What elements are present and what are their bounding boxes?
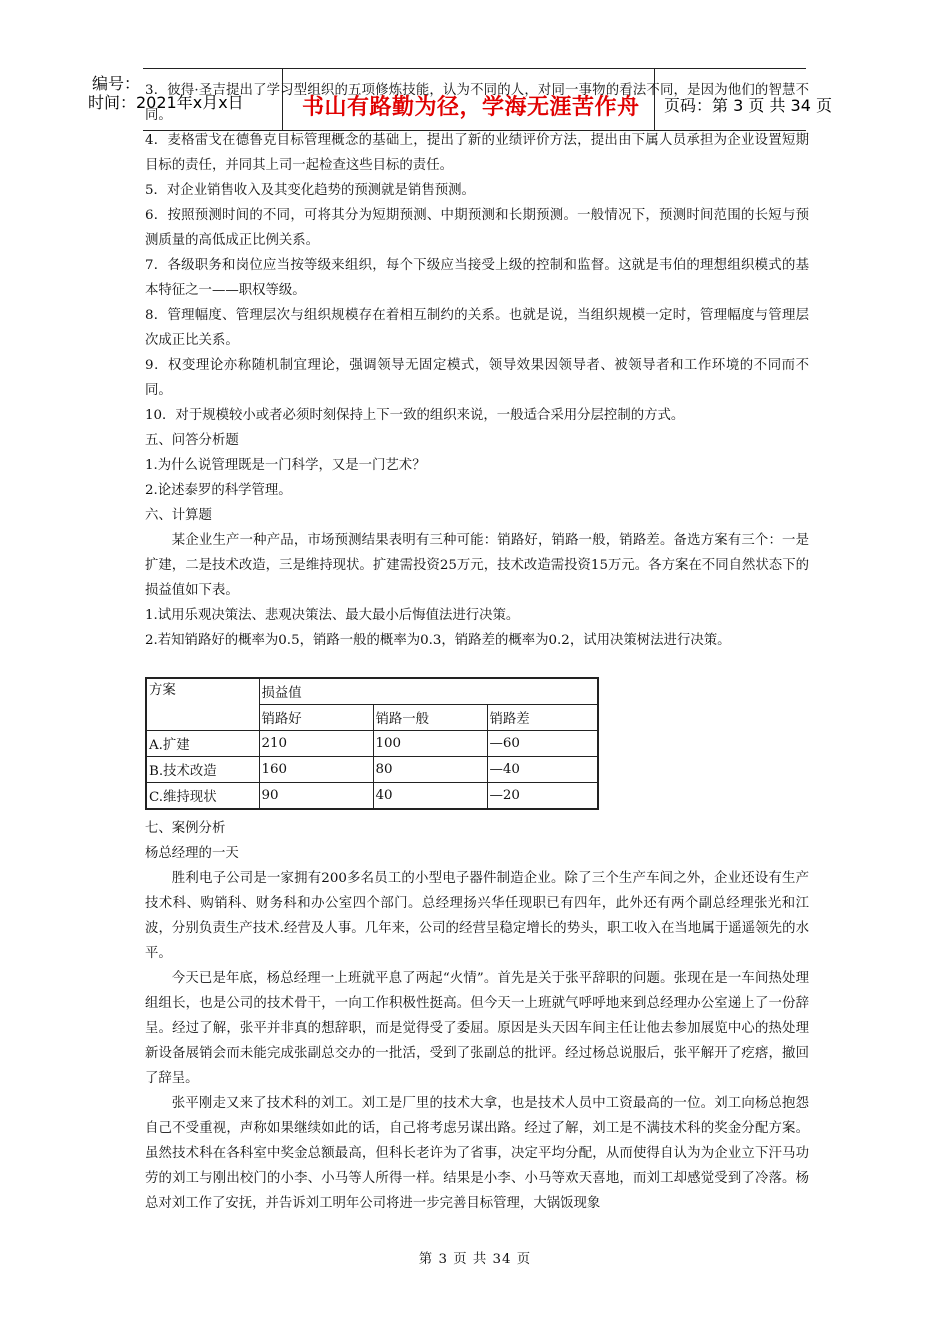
table-cell: —40	[487, 757, 598, 783]
table-cell: 90	[259, 783, 373, 810]
table-header-value: 损益值	[259, 678, 598, 705]
section-title-7: 七、案例分析	[145, 821, 226, 836]
case-paragraph-2: 今天已是年底，杨总经理一上班就平息了两起“火情”。首先是关于张平辞职的问题。张现在是一车间热处理组组长，也是公司的技术骨干，一向工作积极性挺高。但今天一上班就气呼呼地来到总经理办公室递上了一份辞呈。经过了解，张平并非真的想辞职，而是觉得受了委屈。原因是头天因车间主任让他去参加展览中心的热处理新设备展销会而未能完成张副总交办的一批活，受到了张副总的批评。经过杨总说服后，张平解开了疙瘩，撤回了辞呈。	[145, 971, 809, 1086]
doc-time-label: 时间：2021年x月x日	[88, 93, 244, 112]
tf-item-8: 8．管理幅度、管理层次与组织规模存在着相互制约的关系。也就是说，当组织规模一定时，管理幅度与管理层次成正比关系。	[145, 308, 809, 348]
table-cell: —20	[487, 783, 598, 810]
essay-question-1: 1.为什么说管理既是一门科学，又是一门艺术？	[145, 458, 426, 473]
header-top-rule	[143, 68, 806, 69]
table-row	[146, 731, 598, 757]
table-cell: 80	[373, 757, 487, 783]
table-cell: —60	[487, 731, 598, 757]
case-paragraph-1: 胜利电子公司是一家拥有200多名员工的小型电子器件制造企业。除了三个生产车间之外，企业还设有生产技术科、购销科、财务科和办公室四个部门。总经理扬兴华任现职已有四年，此外还有两个副总经理张光和江波，分别负责生产技术.经营及人事。几年来，公司的经营呈稳定增长的势头，职工收入在当地属于遥遥领先的水平。	[145, 871, 809, 961]
page-footer: 第 3 页 共 34 页	[418, 1252, 532, 1267]
calc-intro: 某企业生产一种产品，市场预测结果表明有三种可能：销路好，销路一般，销路差。备选方案有三个：一是扩建，二是技术改造，三是维持现状。扩建需投资25万元，技术改造需投资15万元。各方案在不同自然状态下的损益值如下表。	[145, 533, 809, 598]
table-subheader: 销路一般	[373, 705, 487, 731]
table-header-plan: 方案	[146, 678, 259, 731]
section-title-6: 六、计算题	[145, 508, 212, 523]
tf-item-4: 4．麦格雷戈在德鲁克目标管理概念的基础上，提出了新的业绩评价方法，提出由下属人员承担为企业设置短期目标的责任，并同其上司一起检查这些目标的责任。	[145, 133, 809, 173]
table-cell-plan: A.扩建	[146, 731, 259, 757]
case-paragraph-3: 张平刚走又来了技术科的刘工。刘工是厂里的技术大拿，也是技术人员中工资最高的一位。刘工向杨总抱怨自己不受重视，声称如果继续如此的话，自己将考虑另谋出路。经过了解，刘工是不满技术科的奖金分配方案。虽然技术科在各科室中奖金总额最高，但科长老许为了省事，决定平均分配，从而使得自认为为企业立下汗马功劳的刘工与刚出校门的小李、小马等人所得一样。结果是小李、小马等欢天喜地，而刘工却感觉受到了冷落。杨总对刘工作了安抚，并告诉刘工明年公司将进一步完善目标管理，大锅饭现象	[145, 1096, 809, 1211]
payoff-table	[145, 677, 599, 810]
table-cell: 160	[259, 757, 373, 783]
essay-question-2: 2.论述泰罗的科学管理。	[145, 483, 292, 498]
calc-question-1: 1.试用乐观决策法、悲观决策法、最大最小后悔值法进行决策。	[145, 608, 520, 623]
tf-item-6: 6．按照预测时间的不同，可将其分为短期预测、中期预测和长期预测。一般情况下，预测时间范围的长短与预测质量的高低成正比例关系。	[145, 208, 809, 248]
section-title-5: 五、问答分析题	[145, 433, 239, 448]
table-cell: 100	[373, 731, 487, 757]
table-cell: 210	[259, 731, 373, 757]
case-analysis	[145, 816, 809, 1216]
case-title: 杨总经理的一天	[145, 846, 239, 861]
header-page-label: 页码：第 3 页 共 34 页	[664, 96, 832, 115]
tf-item-3: 3．彼得·圣吉提出了学习型组织的五项修炼技能，认为不同的人，对同一事物的看法不同，是因为他们的智慧不同。	[145, 83, 809, 123]
question-list	[145, 78, 809, 653]
header-motto: 书山有路勤为径，学海无涯苦作舟	[302, 95, 640, 120]
table-cell-plan: B.技术改造	[146, 757, 259, 783]
tf-item-5: 5．对企业销售收入及其变化趋势的预测就是销售预测。	[145, 183, 475, 198]
table-header-row	[146, 678, 598, 705]
tf-item-9: 9．权变理论亦称随机制宜理论，强调领导无固定模式，领导效果因领导者、被领导者和工作环境的不同而不同。	[145, 358, 809, 398]
doc-number-label: 编号：	[92, 74, 141, 93]
table-cell-plan: C.维持现状	[146, 783, 259, 810]
table-row	[146, 783, 598, 810]
tf-item-10: 10．对于规模较小或者必须时刻保持上下一致的组织来说，一般适合采用分层控制的方式。	[145, 408, 685, 423]
table-cell: 40	[373, 783, 487, 810]
table-subheader: 销路好	[259, 705, 373, 731]
tf-item-7: 7．各级职务和岗位应当按等级来组织，每个下级应当接受上级的控制和监督。这就是韦伯的理想组织模式的基本特征之一——职权等级。	[145, 258, 809, 298]
calc-question-2: 2.若知销路好的概率为0.5，销路一般的概率为0.3，销路差的概率为0.2，试用决策树法进行决策。	[145, 633, 731, 648]
table-row	[146, 757, 598, 783]
table-subheader: 销路差	[487, 705, 598, 731]
